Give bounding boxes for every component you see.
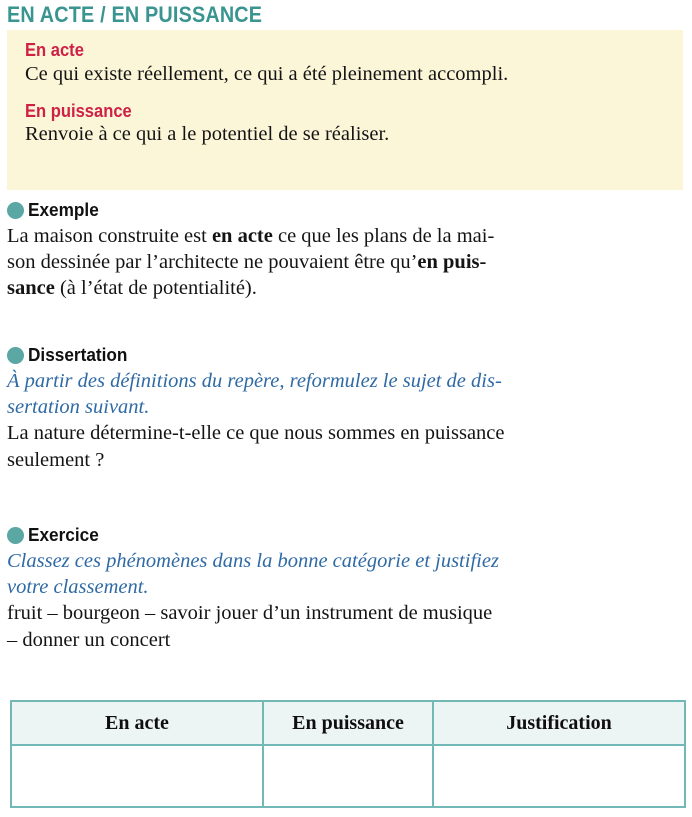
classification-table-wrapper: [10, 700, 684, 808]
table-row: [11, 745, 685, 807]
text-run: son dessinée par l’architecte ne pouvaient être qu’: [7, 251, 418, 274]
classification-table: [10, 700, 686, 808]
section-heading-dissertation: [7, 344, 685, 366]
exemple-body: [7, 223, 685, 302]
section-title-exemple: Exemple: [28, 198, 99, 220]
text-run: (à l’état de potentialité).: [54, 277, 257, 300]
dissertation-instruction: [7, 368, 685, 420]
table-header-cell: En puissance: [263, 701, 433, 745]
exercice-items: [7, 600, 685, 652]
text-run: La maison construite est: [7, 225, 212, 247]
section-heading-exemple: [7, 199, 685, 221]
table-header-row: [11, 701, 685, 745]
section-title-dissertation: Dissertation: [28, 343, 128, 365]
section-heading-exercice: [7, 524, 685, 546]
section-dissertation: [7, 344, 685, 473]
table-cell-en-puissance[interactable]: [263, 745, 433, 807]
exemple-body-line: [7, 223, 685, 249]
definition-term-en-puissance: En puissance: [25, 100, 132, 121]
exercice-items-line: – donner un concert: [7, 628, 171, 651]
dissertation-prompt-line: La nature détermine-t-elle ce que nous sommes en puissance: [7, 422, 505, 445]
teal-circle-bullet-icon: [7, 347, 24, 364]
exercice-instruction: [7, 548, 685, 600]
definition-box: [7, 30, 683, 190]
table-cell-en-acte[interactable]: [11, 745, 263, 807]
definition-term-en-acte: En acte: [25, 40, 84, 60]
teal-circle-bullet-icon: [7, 527, 24, 544]
exercice-instruction-line: votre classement.: [7, 576, 149, 599]
table-cell-justification[interactable]: [433, 745, 685, 807]
exercice-items-line: fruit – bourgeon – savoir jouer d’un instrument de musique: [7, 602, 493, 625]
teal-circle-bullet-icon: [7, 202, 24, 219]
dissertation-instruction-line: sertation suivant.: [7, 396, 150, 419]
exemple-body-line: [7, 275, 685, 301]
section-exemple: [7, 199, 685, 302]
exemple-body-line: [7, 249, 685, 275]
section-exercice: [7, 524, 685, 653]
emphasised-term: sance: [7, 277, 55, 300]
exercice-instruction-line: Classez ces phénomènes dans la bonne catégorie et justifiez: [7, 550, 499, 572]
text-run: ce que les plans de la mai-: [272, 225, 495, 247]
emphasised-term: en acte: [211, 225, 273, 247]
page-title: EN ACTE / EN PUISSANCE: [7, 2, 263, 27]
table-header-cell: Justification: [433, 701, 685, 745]
dissertation-prompt: [7, 420, 685, 472]
definition-text-en-acte: Ce qui existe réellement, ce qui a été pleinement accompli.: [25, 62, 509, 85]
table-header-cell: En acte: [11, 701, 263, 745]
dissertation-instruction-line: À partir des définitions du repère, reformulez le sujet de dis-: [7, 370, 502, 392]
definition-text-en-puissance: Renvoie à ce qui a le potentiel de se réaliser.: [25, 123, 390, 146]
emphasised-term: en puis-: [417, 251, 487, 274]
section-title-exercice: Exercice: [28, 523, 99, 545]
dissertation-prompt-line: seulement ?: [7, 448, 105, 471]
